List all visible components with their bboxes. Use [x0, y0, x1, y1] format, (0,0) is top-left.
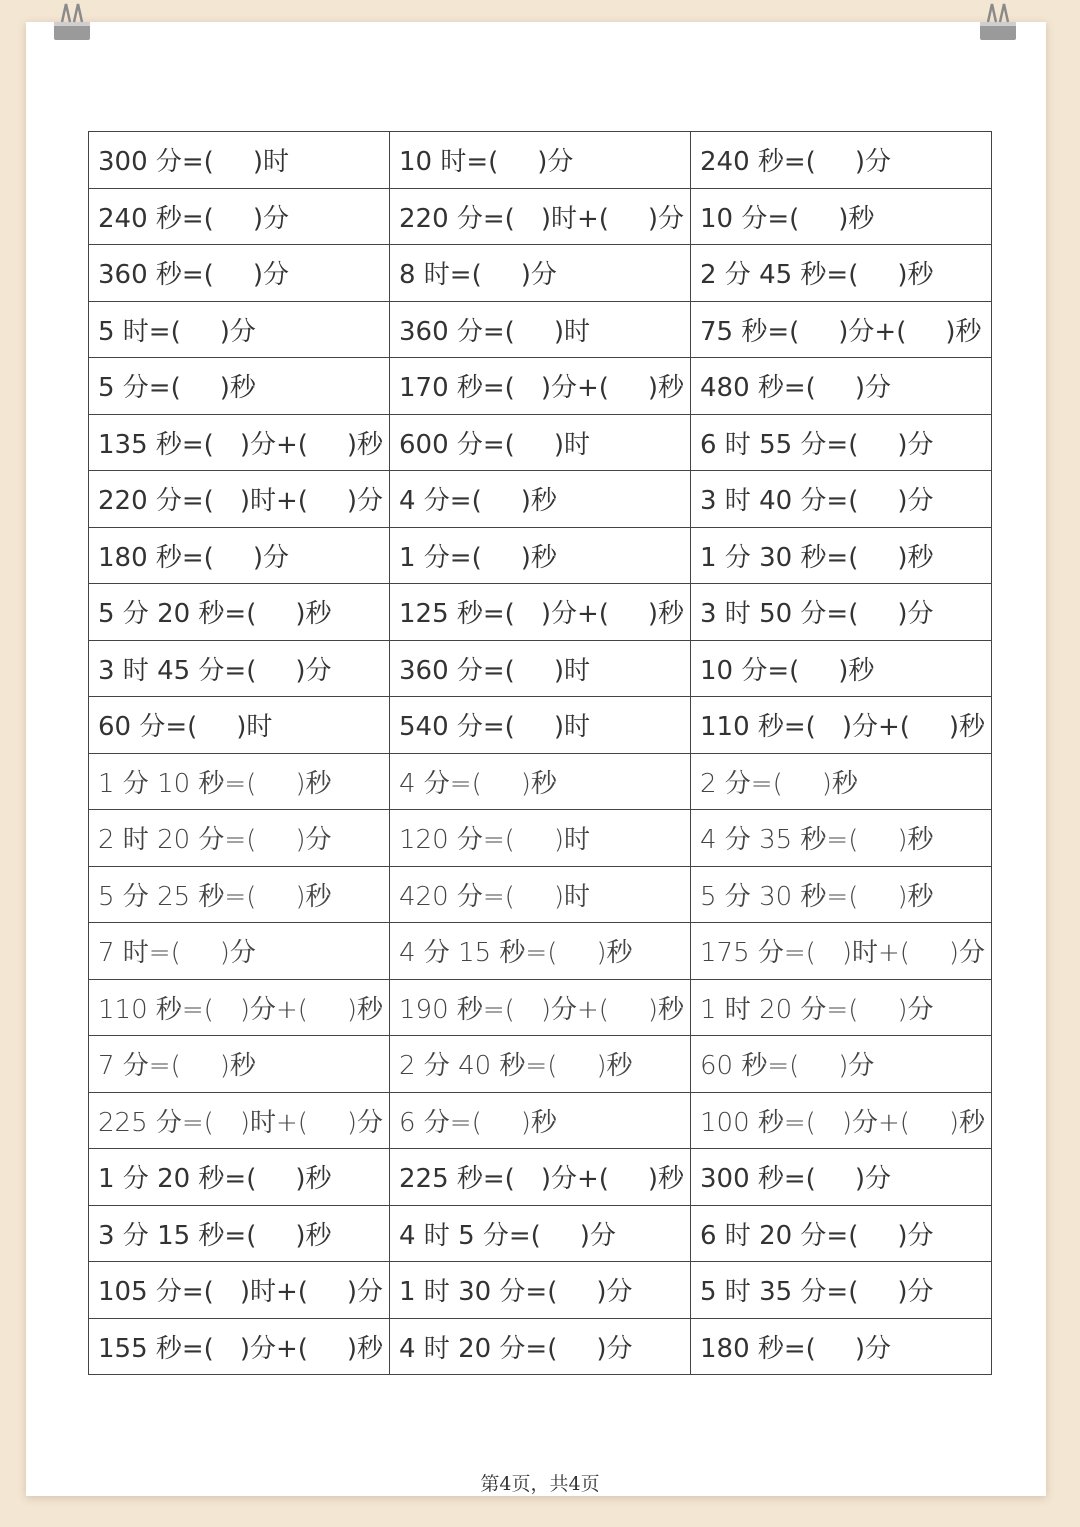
- table-row: [89, 527, 992, 584]
- exercise-cell: 3 分 15 秒=( )秒: [89, 1205, 390, 1262]
- exercise-cell: 5 分 20 秒=( )秒: [89, 584, 390, 641]
- table-row: [89, 1318, 992, 1375]
- exercise-cell: 125 秒=( )分+( )秒: [390, 584, 691, 641]
- exercise-cell: 180 秒=( )分: [89, 527, 390, 584]
- exercise-cell: 60 分=( )时: [89, 697, 390, 754]
- exercise-cell: 105 分=( )时+( )分: [89, 1262, 390, 1319]
- table-row: [89, 640, 992, 697]
- exercise-cell: 480 秒=( )分: [691, 358, 992, 415]
- page-footer: 第4页，共4页: [480, 1473, 600, 1495]
- exercise-cell: 10 分=( )秒: [691, 188, 992, 245]
- exercise-cell: 4 分=( )秒: [390, 753, 691, 810]
- exercise-cell: 6 分=( )秒: [390, 1092, 691, 1149]
- exercise-cell: 540 分=( )时: [390, 697, 691, 754]
- exercise-cell: 5 分=( )秒: [89, 358, 390, 415]
- table-row: [89, 188, 992, 245]
- exercise-cell: 5 分 30 秒=( )秒: [691, 866, 992, 923]
- exercise-cell: 2 分=( )秒: [691, 753, 992, 810]
- exercise-cell: 4 时 5 分=( )分: [390, 1205, 691, 1262]
- exercise-cell: 190 秒=( )分+( )秒: [390, 979, 691, 1036]
- exercise-cell: 2 分 45 秒=( )秒: [691, 245, 992, 302]
- exercise-cell: 1 分=( )秒: [390, 527, 691, 584]
- exercise-cell: 120 分=( )时: [390, 810, 691, 867]
- conversion-exercise-table: [88, 131, 992, 1375]
- exercise-cell: 1 分 10 秒=( )秒: [89, 753, 390, 810]
- table-row: [89, 132, 992, 189]
- table-row: [89, 697, 992, 754]
- exercise-cell: 240 秒=( )分: [691, 132, 992, 189]
- exercise-cell: 360 秒=( )分: [89, 245, 390, 302]
- table-row: [89, 1149, 992, 1206]
- exercise-cell: 220 分=( )时+( )分: [390, 188, 691, 245]
- exercise-cell: 3 时 45 分=( )分: [89, 640, 390, 697]
- exercise-cell: 155 秒=( )分+( )秒: [89, 1318, 390, 1375]
- exercise-cell: 420 分=( )时: [390, 866, 691, 923]
- exercise-cell: 7 分=( )秒: [89, 1036, 390, 1093]
- exercise-cell: 1 分 30 秒=( )秒: [691, 527, 992, 584]
- exercise-cell: 225 秒=( )分+( )秒: [390, 1149, 691, 1206]
- exercise-cell: 225 分=( )时+( )分: [89, 1092, 390, 1149]
- exercise-cell: 4 分 35 秒=( )秒: [691, 810, 992, 867]
- exercise-cell: 6 时 55 分=( )分: [691, 414, 992, 471]
- exercise-cell: 7 时=( )分: [89, 923, 390, 980]
- exercise-cell: 300 分=( )时: [89, 132, 390, 189]
- exercise-cell: 3 时 40 分=( )分: [691, 471, 992, 528]
- table-row: [89, 301, 992, 358]
- exercise-cell: 2 分 40 秒=( )秒: [390, 1036, 691, 1093]
- exercise-cell: 360 分=( )时: [390, 301, 691, 358]
- exercise-cell: 300 秒=( )分: [691, 1149, 992, 1206]
- exercise-cell: 10 分=( )秒: [691, 640, 992, 697]
- table-row: [89, 753, 992, 810]
- exercise-cell: 5 时 35 分=( )分: [691, 1262, 992, 1319]
- exercise-cell: 110 秒=( )分+( )秒: [89, 979, 390, 1036]
- exercise-cell: 4 分 15 秒=( )秒: [390, 923, 691, 980]
- table-row: [89, 471, 992, 528]
- exercise-cell: 600 分=( )时: [390, 414, 691, 471]
- binder-clip-icon: [976, 0, 1020, 44]
- exercise-cell: 240 秒=( )分: [89, 188, 390, 245]
- table-row: [89, 979, 992, 1036]
- table-row: [89, 584, 992, 641]
- exercise-cell: 100 秒=( )分+( )秒: [691, 1092, 992, 1149]
- table-row: [89, 866, 992, 923]
- exercise-cell: 2 时 20 分=( )分: [89, 810, 390, 867]
- exercise-cell: 4 分=( )秒: [390, 471, 691, 528]
- table-row: [89, 245, 992, 302]
- exercise-cell: 4 时 20 分=( )分: [390, 1318, 691, 1375]
- exercise-cell: 60 秒=( )分: [691, 1036, 992, 1093]
- table-row: [89, 414, 992, 471]
- exercise-cell: 360 分=( )时: [390, 640, 691, 697]
- exercise-cell: 10 时=( )分: [390, 132, 691, 189]
- table-row: [89, 810, 992, 867]
- exercise-cell: 1 分 20 秒=( )秒: [89, 1149, 390, 1206]
- exercise-cell: 175 分=( )时+( )分: [691, 923, 992, 980]
- table-row: [89, 1036, 992, 1093]
- table-row: [89, 923, 992, 980]
- exercise-cell: 75 秒=( )分+( )秒: [691, 301, 992, 358]
- exercise-cell: 1 时 20 分=( )分: [691, 979, 992, 1036]
- table-row: [89, 1205, 992, 1262]
- table-row: [89, 1262, 992, 1319]
- exercise-cell: 170 秒=( )分+( )秒: [390, 358, 691, 415]
- exercise-cell: 3 时 50 分=( )分: [691, 584, 992, 641]
- table-row: [89, 1092, 992, 1149]
- exercise-cell: 6 时 20 分=( )分: [691, 1205, 992, 1262]
- exercise-cell: 135 秒=( )分+( )秒: [89, 414, 390, 471]
- exercise-cell: 5 时=( )分: [89, 301, 390, 358]
- exercise-cell: 1 时 30 分=( )分: [390, 1262, 691, 1319]
- exercise-cell: 180 秒=( )分: [691, 1318, 992, 1375]
- exercise-cell: 220 分=( )时+( )分: [89, 471, 390, 528]
- table-row: [89, 358, 992, 415]
- exercise-cell: 5 分 25 秒=( )秒: [89, 866, 390, 923]
- binder-clip-icon: [50, 0, 94, 44]
- exercise-cell: 110 秒=( )分+( )秒: [691, 697, 992, 754]
- exercise-cell: 8 时=( )分: [390, 245, 691, 302]
